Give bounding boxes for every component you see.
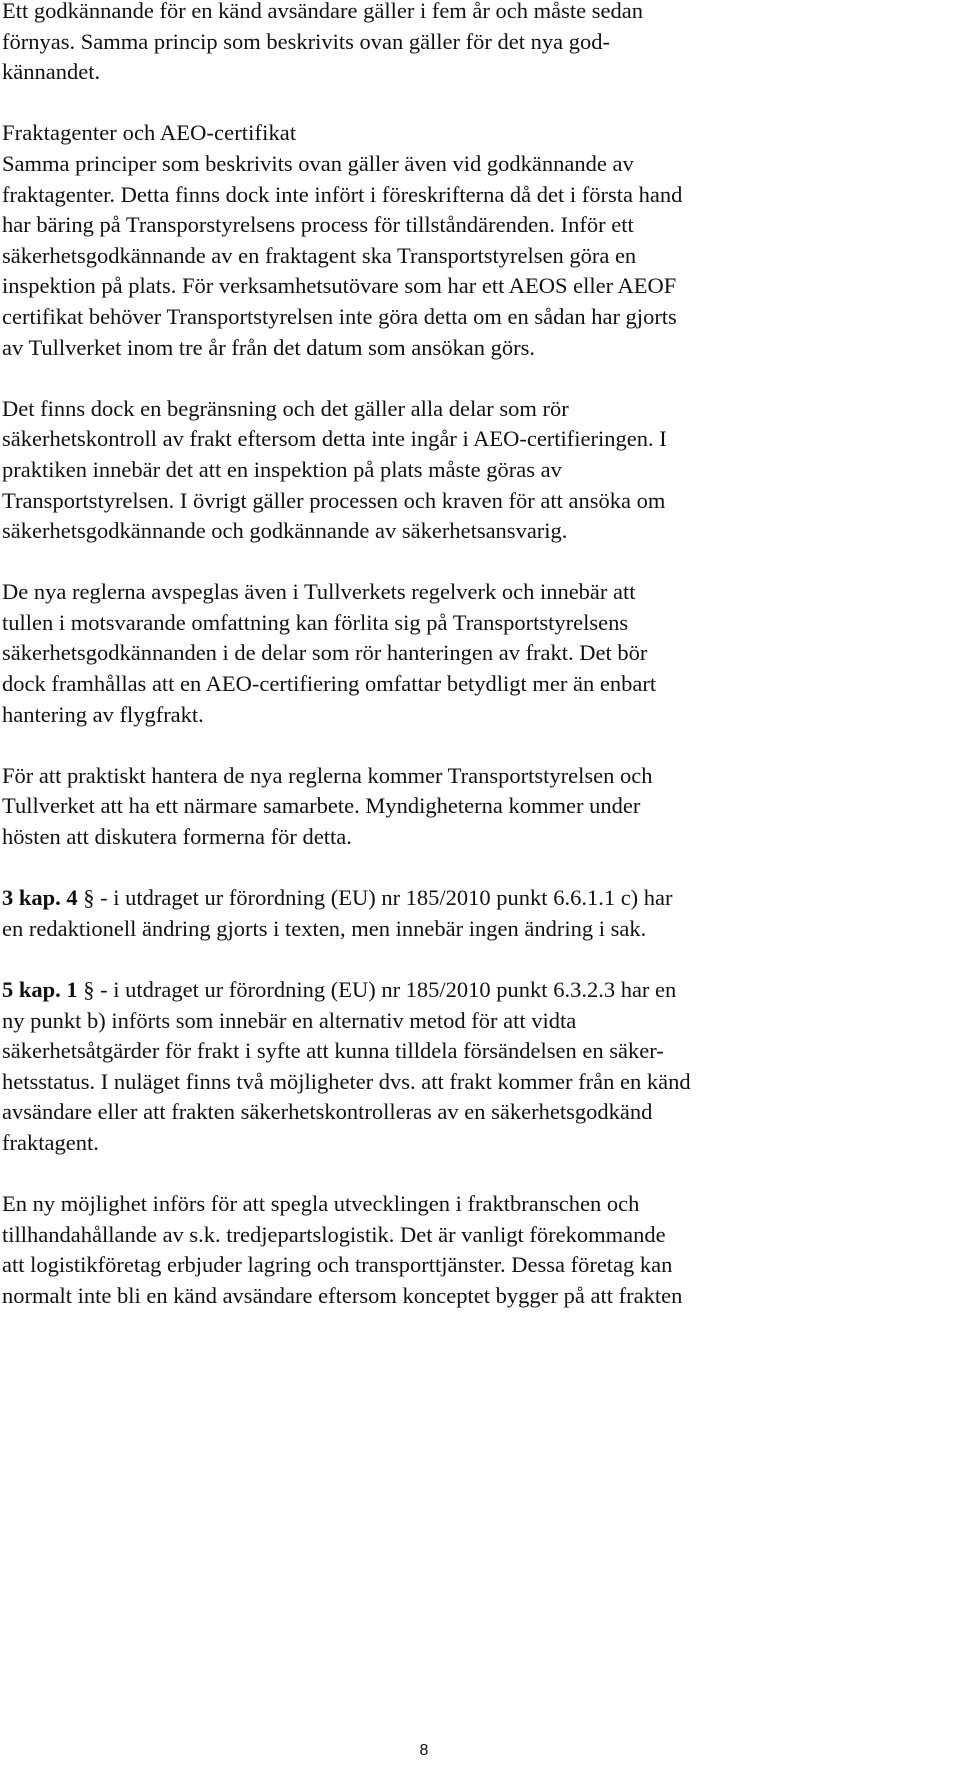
section-heading-text: Fraktagenter och AEO-certifikat: [2, 120, 297, 146]
body-text: [2, 0, 848, 1312]
reference-5kap: 5 kap. 1: [2, 977, 78, 1002]
paragraph-5kap: [2, 975, 848, 1159]
paragraph-logistik: En ny möjlighet införs för att spegla utvecklingen i fraktbranschen och tillhandahållande av s.k. tredjepartslogistik. Det är vanligt förekommande att logistikföretag erbjuder lagring och transporttjänster. Dessa företag kan normalt inte bli en känd avsändare eftersom konceptet bygger på att frakten: [2, 1191, 683, 1308]
section-sign: §: [83, 885, 95, 911]
paragraph-fraktagenter: Samma principer som beskrivits ovan gäller även vid godkännande av fraktagenter. Detta finns dock inte infört i föreskrifterna då det i första hand har bäring på Transporstyrelsens process för tillståndärenden. Inför ett säkerhetsgodkännande av en fraktagent ska Transportstyrelsen göra en inspektion på plats. För verksamhetsutövare som har ett AEOS eller AEOF certifikat behöver Transportstyrelsen inte göra detta om en sådan har gjorts av Tullverket inom tre år från det datum som ansökan görs.: [2, 150, 683, 360]
paragraph-3kap-text: - i utdraget ur förordning (EU) nr 185/2010 punkt 6.6.1.1 c) har en redaktionell ändring gjorts i texten, men innebär ingen ändring i sak.: [2, 885, 673, 941]
paragraph-tullverket: De nya reglerna avspeglas även i Tullverkets regelverk och innebär att tullen i motsvarande omfattning kan förlita sig på Transportstyrelsens säkerhetsgodkännanden i de delar som rör hanteringen av frakt. Det bör dock framhållas att en AEO-certifiering omfattar betydligt mer än enbart hantering av flygfrakt.: [2, 579, 657, 727]
paragraph-5kap-text: - i utdraget ur förordning (EU) nr 185/2010 punkt 6.3.2.3 har en ny punkt b) införts som innebär en alternativ metod för att vidta säkerhetsåtgärder för frakt i syfte att kunna tilldela försändelsen en säker- hetsstatus. I nuläget finns två möjligheter dvs. att frakt kommer från en känd avsändare eller att frakten säkerhetskontrolleras av en säkerhetsgodkänd fraktagent.: [2, 977, 691, 1155]
reference-3kap: 3 kap. 4: [2, 885, 78, 911]
section-sign: §: [83, 977, 95, 1002]
section-heading-fraktagenter: [2, 118, 848, 149]
page-number: 8: [419, 1742, 429, 1759]
paragraph-begransning: Det finns dock en begränsning och det gäller alla delar som rör säkerhetskontroll av frakt eftersom detta inte ingår i AEO-certifieringen. I praktiken innebär det att en inspektion på plats måste göras av Transportstyrelsen. I övrigt gäller processen och kraven för att ansöka om säkerhetsgodkännande och godkännande av säkerhetsansvarig.: [2, 395, 667, 544]
paragraph-intro: Ett godkännande för en känd avsändare gäller i fem år och måste sedan förnyas. Samma princip som beskrivits ovan gäller för det nya god- kännandet.: [2, 0, 643, 85]
paragraph-3kap: [2, 883, 848, 944]
paragraph-samarbete: För att praktiskt hantera de nya reglerna kommer Transportstyrelsen och Tullverket att ha ett närmare samarbete. Myndigheterna kommer under hösten att diskutera formerna för detta.: [2, 762, 653, 850]
